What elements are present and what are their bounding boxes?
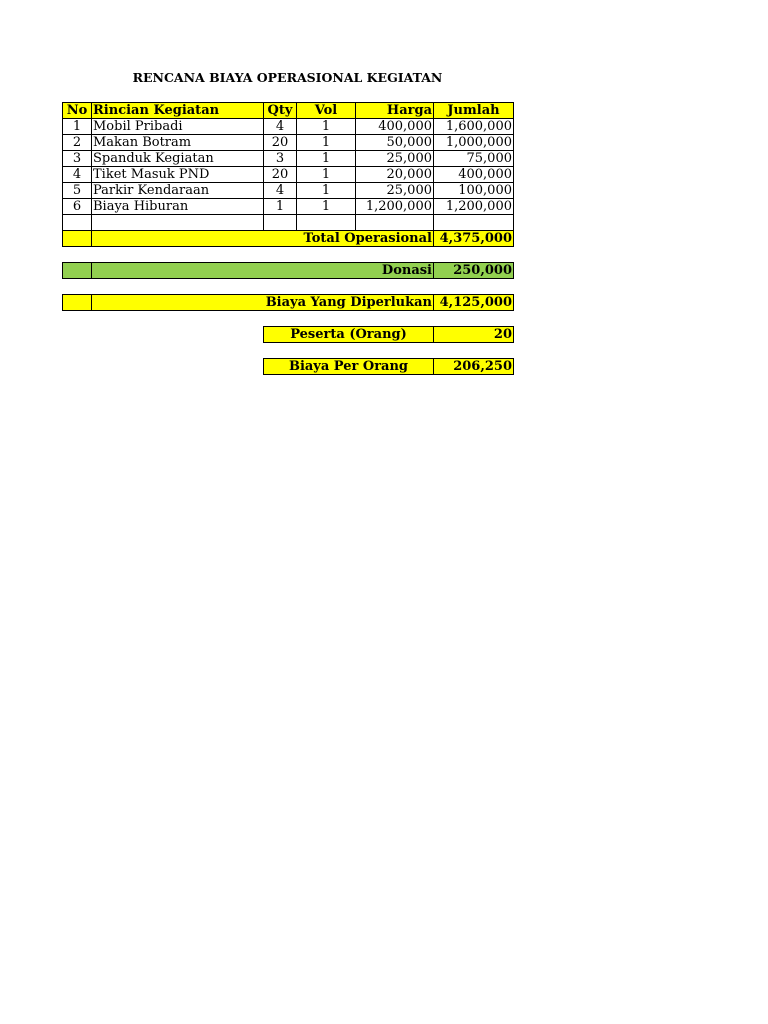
cell-qty: 3: [264, 151, 297, 167]
total-value: 4,375,000: [434, 231, 514, 247]
document-title: RENCANA BIAYA OPERASIONAL KEGIATAN: [132, 70, 443, 85]
cell-vol: 1: [297, 199, 356, 215]
cell-vol: 1: [297, 183, 356, 199]
cell-harga: 400,000: [356, 119, 434, 135]
cost-table: [62, 102, 514, 247]
cell-harga: 25,000: [356, 151, 434, 167]
cell-vol: 1: [297, 135, 356, 151]
cell-vol: 1: [297, 167, 356, 183]
total-blank-cell: [63, 231, 92, 247]
peserta-label: Peserta (Orang): [264, 327, 434, 343]
header-rincian: Rincian Kegiatan: [92, 103, 264, 119]
cell-rincian: Makan Botram: [92, 135, 264, 151]
header-vol: Vol: [297, 103, 356, 119]
cell-jumlah: 1,000,000: [434, 135, 514, 151]
empty-cell: [63, 215, 92, 231]
cell-jumlah: 1,600,000: [434, 119, 514, 135]
empty-cell: [434, 215, 514, 231]
cell-qty: 4: [264, 183, 297, 199]
table-row: [63, 167, 514, 183]
empty-cell: [264, 215, 297, 231]
header-jumlah: Jumlah: [434, 103, 514, 119]
cell-qty: 1: [264, 199, 297, 215]
diperlukan-blank-cell: [63, 295, 92, 311]
biaya-per-orang-row: [263, 358, 514, 375]
per-orang-label: Biaya Per Orang: [264, 359, 434, 375]
cell-qty: 4: [264, 119, 297, 135]
cell-no: 5: [63, 183, 92, 199]
total-label: Total Operasional: [92, 231, 434, 247]
donasi-row: [62, 262, 514, 279]
cell-rincian: Mobil Pribadi: [92, 119, 264, 135]
cell-rincian: Tiket Masuk PND: [92, 167, 264, 183]
biaya-diperlukan-row: [62, 294, 514, 311]
cell-no: 1: [63, 119, 92, 135]
cell-rincian: Spanduk Kegiatan: [92, 151, 264, 167]
empty-cell: [297, 215, 356, 231]
cell-no: 6: [63, 199, 92, 215]
cell-vol: 1: [297, 119, 356, 135]
table-row: [63, 135, 514, 151]
cell-harga: 1,200,000: [356, 199, 434, 215]
total-operasional-row: [63, 231, 514, 247]
cell-jumlah: 400,000: [434, 167, 514, 183]
table-row: [63, 183, 514, 199]
diperlukan-value: 4,125,000: [434, 295, 514, 311]
donasi-label: Donasi: [92, 263, 434, 279]
cell-no: 4: [63, 167, 92, 183]
cell-no: 3: [63, 151, 92, 167]
donasi-value: 250,000: [434, 263, 514, 279]
table-row: [63, 199, 514, 215]
peserta-value: 20: [434, 327, 514, 343]
donasi-blank-cell: [63, 263, 92, 279]
empty-cell: [356, 215, 434, 231]
table-header-row: [63, 103, 514, 119]
cell-jumlah: 1,200,000: [434, 199, 514, 215]
header-no: No: [63, 103, 92, 119]
empty-cell: [92, 215, 264, 231]
cell-vol: 1: [297, 151, 356, 167]
cell-qty: 20: [264, 167, 297, 183]
cell-jumlah: 75,000: [434, 151, 514, 167]
cell-no: 2: [63, 135, 92, 151]
table-row: [63, 119, 514, 135]
diperlukan-label: Biaya Yang Diperlukan: [92, 295, 434, 311]
cell-rincian: Parkir Kendaraan: [92, 183, 264, 199]
per-orang-value: 206,250: [434, 359, 514, 375]
cell-qty: 20: [264, 135, 297, 151]
cell-harga: 50,000: [356, 135, 434, 151]
cell-harga: 25,000: [356, 183, 434, 199]
table-row: [63, 151, 514, 167]
header-harga: Harga: [356, 103, 434, 119]
peserta-row: [263, 326, 514, 343]
cell-jumlah: 100,000: [434, 183, 514, 199]
header-qty: Qty: [264, 103, 297, 119]
empty-row: [63, 215, 514, 231]
cell-harga: 20,000: [356, 167, 434, 183]
cell-rincian: Biaya Hiburan: [92, 199, 264, 215]
